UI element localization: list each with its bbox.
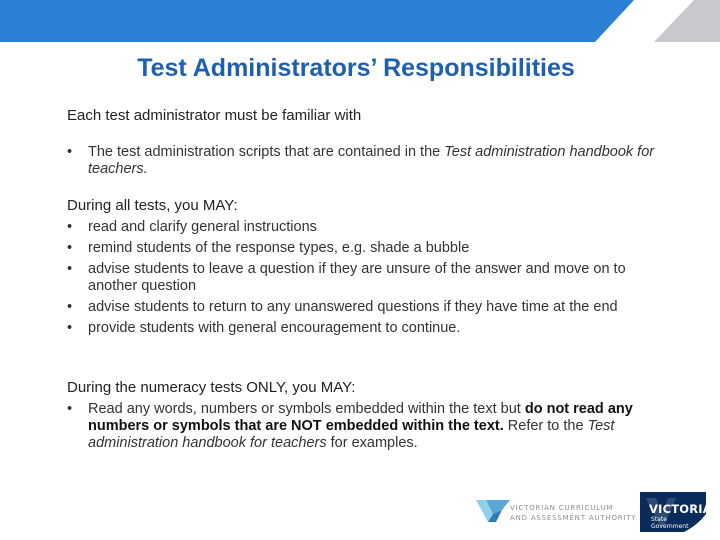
bullet: • [67, 401, 73, 417]
vcaa-logo-icon [476, 496, 510, 526]
victoria-sub-2: Government [651, 523, 689, 530]
all-tests-heading: During all tests, you MAY: [67, 197, 238, 214]
numeracy-handbook-title: Test administration handbook for teachers [88, 418, 615, 451]
list-item-text: advise students to return to any unanswered questions if they have time at the end [88, 299, 618, 315]
list-item-text: provide students with general encouragement to continue. [88, 320, 461, 336]
list-item [67, 240, 667, 257]
banner-blue-band [0, 0, 634, 42]
all-tests-list [67, 219, 667, 337]
familiar-text: The test administration scripts that are contained in the [88, 144, 445, 160]
numeracy-text-3: for examples. [326, 435, 418, 451]
list-item [67, 299, 667, 316]
familiar-section [67, 144, 667, 182]
numeracy-heading: During the numeracy tests ONLY, you MAY: [67, 379, 356, 396]
familiar-handbook-title: Test administration handbook for teachers. [88, 144, 655, 177]
list-item-text: advise students to leave a question if they are unsure of the answer and move on to another question [88, 261, 626, 294]
bullet: • [67, 299, 73, 315]
vcaa-line-1: VICTORIAN CURRICULUM [510, 504, 614, 512]
victoria-logo-text [649, 502, 712, 530]
vcaa-line-2: AND ASSESSMENT AUTHORITY [510, 514, 637, 522]
list-item-text: read and clarify general instructions [88, 219, 317, 235]
list-item-text: remind students of the response types, e.g. shade a bubble [88, 240, 470, 256]
header-banner [0, 0, 720, 42]
list-item [67, 320, 667, 337]
bullet: • [67, 320, 73, 336]
numeracy-text: Read any words, numbers or symbols embedded within the text but [88, 401, 525, 417]
intro-text: Each test administrator must be familiar with [67, 107, 362, 124]
banner-gray-stripe [654, 0, 720, 42]
bullet: • [67, 144, 73, 160]
vcaa-logo-text [510, 503, 636, 523]
list-item [67, 219, 667, 236]
list-item [67, 144, 667, 178]
list-item [67, 401, 667, 452]
numeracy-text-2: Refer to the [503, 418, 588, 434]
victoria-name: VICTORIA [649, 502, 712, 516]
page-title: Test Administrators’ Responsibilities [137, 54, 575, 82]
numeracy-bold-text: do not read any numbers or symbols that are NOT embedded within the text. [88, 401, 633, 434]
bullet: • [67, 219, 73, 235]
list-item [67, 261, 667, 295]
all-tests-section [67, 197, 667, 341]
bullet: • [67, 261, 73, 277]
numeracy-section [67, 379, 667, 456]
bullet: • [67, 240, 73, 256]
victoria-sub-1: State [651, 516, 667, 523]
